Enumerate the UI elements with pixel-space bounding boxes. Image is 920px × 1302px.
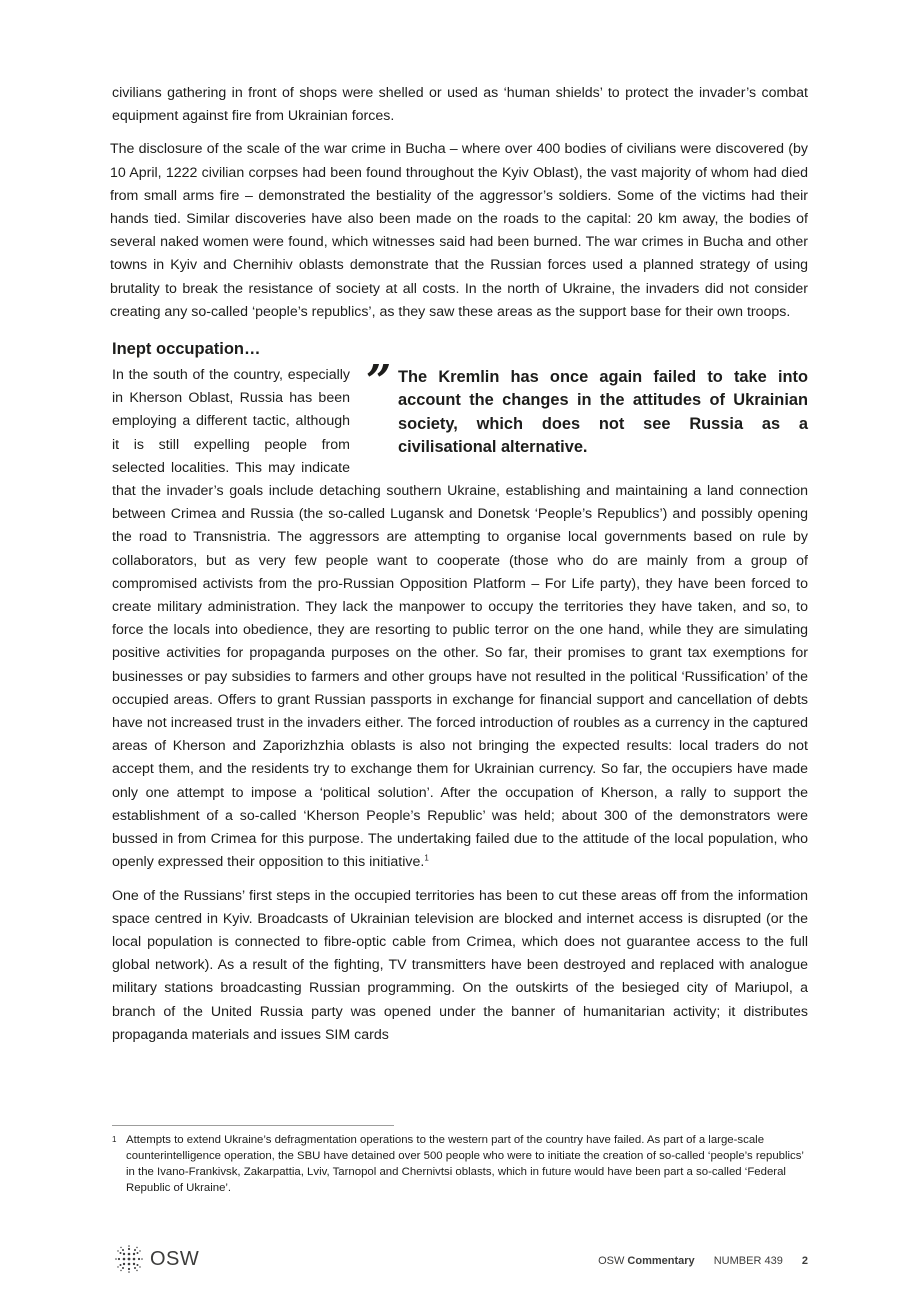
paragraph-2: The disclosure of the scale of the war crime in Bucha – where over 400 bodies of civilians were discovered (by 10 April, 1222 civilian corpses had been found throughout the Kyiv Oblast), the vast majority of whom had died from small arms fire – demonstrated the bestiality of the aggressor’s soldiers. Some of the victims had their hands tied. Similar discoveries have also been made on the roads to the capital: 20 km away, the bodies of several naked women were found, which witnesses said had been burned. The war crimes in Bucha and other towns in Kyiv and Chernihiv oblasts demonstrate that the Russian forces used a planned strategy of using brutality to break the resistance of society at all costs. In the north of Ukraine, the invaders did not consider creating any so-called ‘people’s republics’, as they saw these areas as the support base for their own troops.	[110, 141, 808, 320]
paragraph-1: civilians gathering in front of shops were shelled or used as ‘human shields’ to protect the invader’s combat equipment against fire from Ukrainian forces.	[112, 85, 808, 125]
footer-issue-number: NUMBER 439	[713, 1255, 783, 1267]
paragraph-3-text: In the south of the country, especially in Kherson Oblast, Russia has been employing a different tactic, although it is still expelling people from selected localities. This may indicate that the invader’s goals include detaching southern Ukraine, establishing and maintaining a land connection between Crimea and Russia (the so-called Lugansk and Donetsk ‘People’s Republics’) and possibly opening the road to Transnistria. The aggressors are attempting to organise local governments based on rule by collaborators, but as very few people want to cooperate (those who do are mainly from a group of compromised activists from the pro-Russian Opposition Platform – For Life party), they have been forced to create military administration. They lack the manpower to occupy the territories they have taken, and so, to force the locals into obedience, they are resorting to public terror on the one hand, while they are simulating positive activities for propaganda purposes on the other. So far, their promises to grant tax exemptions for businesses or pay subsidies to farmers and other groups have not resulted in the political ‘Russification’ of the occupied areas. Offers to grant Russian passports in exchange for financial support and cancellation of debts have not increased trust in the invaders either. The forced introduction of roubles as a currency in the captured areas of Kherson and Zaporizhzhia oblasts is also not bringing the expected results: local traders do not accept them, and the residents try to exchange them for Ukrainian currency. So far, the occupiers have made only one attempt to impose a ‘political solution’. After the occupation of Kherson, a rally to support the establishment of a so-called ‘Kherson People’s Republic’ was held; about 300 of the demonstrators were bussed in from Crimea for this purpose. The undertaking failed due to the attitude of the local population, who openly expressed their opposition to this initiative.	[112, 367, 808, 871]
footer-page-number: 2	[801, 1255, 808, 1267]
footer-series-prefix: OSW	[598, 1255, 625, 1267]
pull-quote-text: The Kremlin has once again failed to take into account the changes in the attitudes of Ukrainian society, which does not see Russia as a civilisational alternative.	[398, 368, 808, 457]
osw-logo-text: OSW	[150, 1247, 200, 1270]
footnote-number: 1	[112, 1135, 117, 1144]
page-body	[112, 82, 808, 1057]
osw-logo	[112, 1242, 199, 1276]
page-footer	[112, 1242, 808, 1278]
footnote-text: Attempts to extend Ukraine’s defragmentation operations to the western part of the country have failed. As part of a large-scale counterintelligence operation, the SBU have detained over 500 people who were to initiate the creation of so-called ‘people’s republics’ in the Ivano-Frankivsk, Zakarpattia, Lviv, Tarnopol and Chernivtsi oblasts, which in future would have been part a so-called ‘Federal Republic of Ukraine’.	[126, 1134, 804, 1194]
footnote-reference[interactable]: 1	[424, 853, 429, 863]
section-heading: Inept occupation…	[112, 340, 261, 359]
pull-quote	[366, 356, 808, 460]
section-body	[112, 356, 808, 1057]
footnote-divider	[112, 1125, 394, 1126]
footer-series-name: Commentary	[627, 1255, 695, 1267]
osw-globe-icon	[112, 1242, 146, 1276]
footnote	[112, 1132, 810, 1196]
paragraph-4: One of the Russians’ first steps in the occupied territories has been to cut these areas off from the information space centred in Kyiv. Broadcasts of Ukrainian television are blocked and internet access is disrupted (or the local population is connected to fibre-optic cable from Crimea, which does not guarantee access to the full global network). As a result of the fighting, TV transmitters have been destroyed and replaced with analogue military stations broadcasting Russian programming. On the outskirts of the besieged city of Mariupol, a branch of the United Russia party was opened under the banner of humanitarian activity; it distributes propaganda materials and issues SIM cards	[112, 887, 808, 1043]
quote-mark-icon: ”	[366, 356, 392, 408]
footer-publication-info	[598, 1255, 808, 1267]
